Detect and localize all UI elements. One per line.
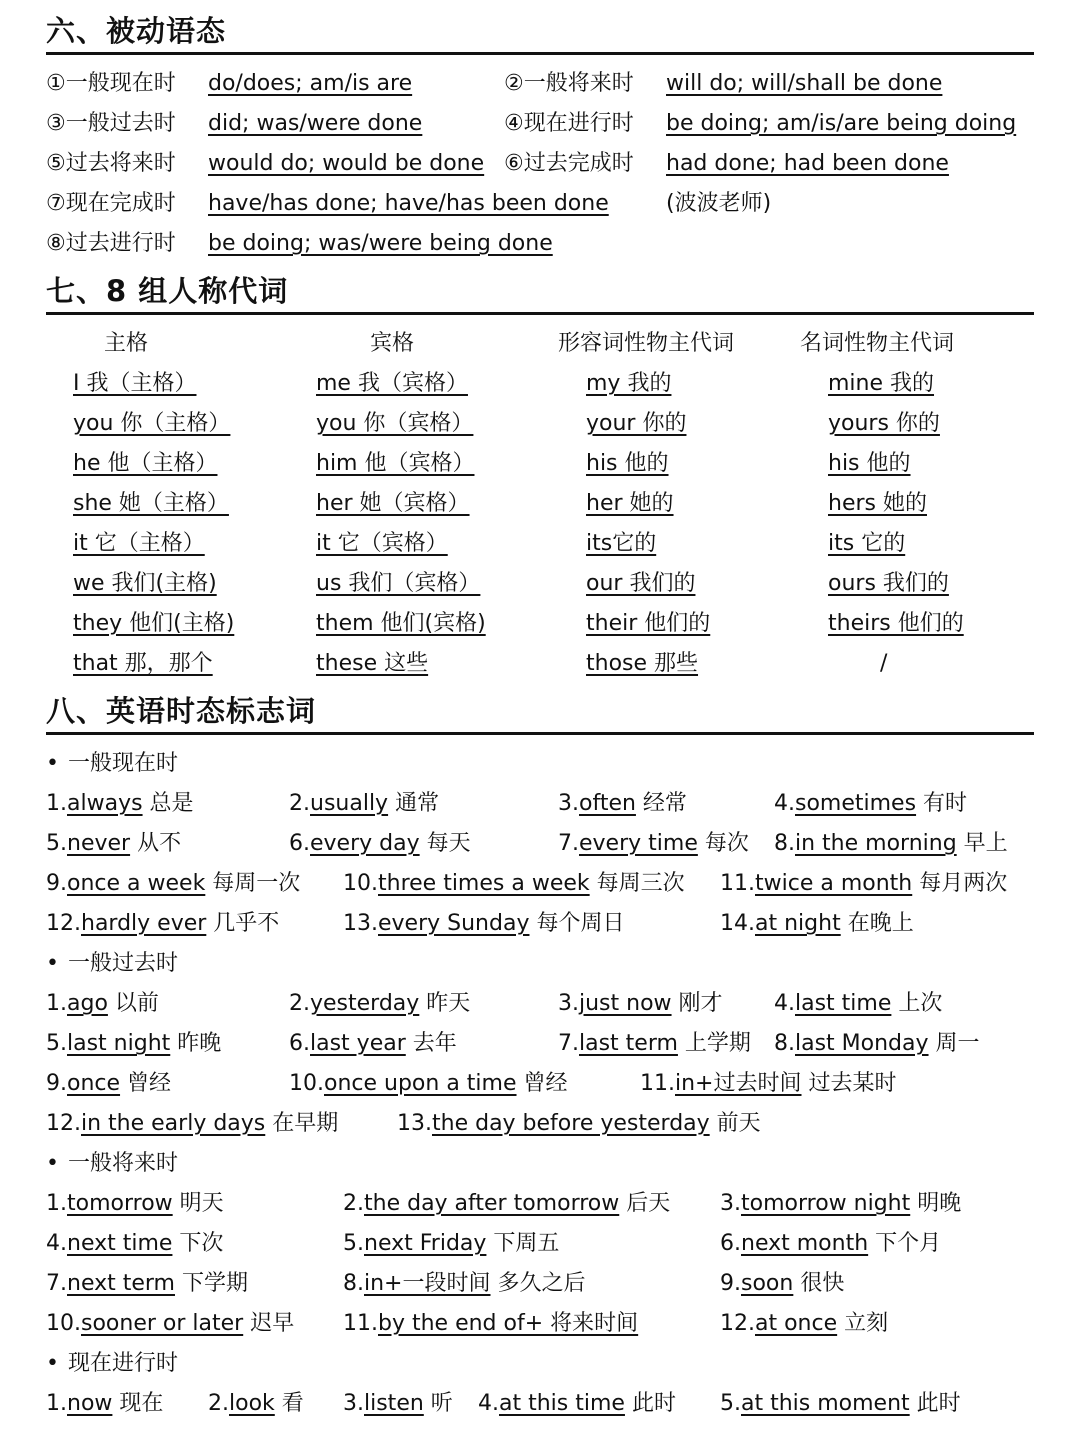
object-pronoun: him 他（宾格） xyxy=(316,451,475,476)
marker-item: 6.last year 去年 xyxy=(289,1031,457,1056)
marker-row xyxy=(0,1064,1080,1104)
marker-item: 9.once a week 每周一次 xyxy=(46,871,301,896)
marker-item: 12.at once 立刻 xyxy=(720,1311,889,1336)
s6-form: would do; would be done xyxy=(208,151,485,176)
marker-item: 12.in the early days 在早期 xyxy=(46,1111,339,1136)
noun-possessive: hers 她的 xyxy=(828,491,927,516)
tense-group-header xyxy=(0,744,1080,784)
marker-row xyxy=(0,1184,1080,1224)
subject-pronoun: it 它（主格） xyxy=(73,531,205,556)
object-pronoun: us 我们（宾格） xyxy=(316,571,481,596)
demonstrative: those 那些 xyxy=(586,651,699,676)
s6-row xyxy=(0,144,1080,184)
marker-row xyxy=(0,1304,1080,1344)
adj-possessive: his 他的 xyxy=(586,451,669,476)
subject-pronoun: we 我们(主格) xyxy=(73,571,217,596)
bullet-icon: • xyxy=(46,751,59,776)
s6-row xyxy=(0,64,1080,104)
noun-possessive: his 他的 xyxy=(828,451,911,476)
marker-item: 6.every day 每天 xyxy=(289,831,471,856)
adj-possessive: my 我的 xyxy=(586,371,672,396)
marker-item: 2.the day after tomorrow 后天 xyxy=(343,1191,671,1216)
adj-possessive: our 我们的 xyxy=(586,571,696,596)
s6-form: be doing; was/were being done xyxy=(208,231,553,256)
adj-possessive: her 她的 xyxy=(586,491,674,516)
noun-possessive: mine 我的 xyxy=(828,371,935,396)
demonstrative: that 那，那个 xyxy=(73,651,213,676)
section7-title: 七、8 组人称代词 xyxy=(46,272,1034,315)
marker-item: 9.soon 很快 xyxy=(720,1271,845,1296)
marker-item: 7.last term 上学期 xyxy=(558,1031,751,1056)
header-subject: 主格 xyxy=(104,331,149,356)
marker-item: 7.every time 每次 xyxy=(558,831,749,856)
marker-row xyxy=(0,784,1080,824)
marker-item: 10.once upon a time 曾经 xyxy=(289,1071,568,1096)
marker-item: 14.at night 在晚上 xyxy=(720,911,914,936)
marker-item: 7.next term 下学期 xyxy=(46,1271,248,1296)
tense-group-name: 现在进行时 xyxy=(68,1351,179,1376)
marker-item: 13.every Sunday 每个周日 xyxy=(343,911,625,936)
pronoun-row xyxy=(0,364,1080,404)
marker-item: 8.last Monday 周一 xyxy=(774,1031,980,1056)
object-pronoun: them 他们(宾格) xyxy=(316,611,486,636)
section6-title: 六、被动语态 xyxy=(46,12,1034,55)
marker-item: 4.sometimes 有时 xyxy=(774,791,968,816)
marker-item: 9.once 曾经 xyxy=(46,1071,172,1096)
marker-item: 5.last night 昨晚 xyxy=(46,1031,222,1056)
marker-item: 11.twice a month 每月两次 xyxy=(720,871,1008,896)
pronoun-row xyxy=(0,604,1080,644)
tense-group-name: 一般将来时 xyxy=(68,1151,179,1176)
marker-row xyxy=(0,1104,1080,1144)
marker-row xyxy=(0,1264,1080,1304)
noun-possessive: yours 你的 xyxy=(828,411,940,436)
s6-form: do/does; am/is are xyxy=(208,71,413,96)
marker-item: 12.hardly ever 几乎不 xyxy=(46,911,280,936)
tense-group-header xyxy=(0,944,1080,984)
section8-title: 八、英语时态标志词 xyxy=(46,692,1034,735)
marker-row xyxy=(0,904,1080,944)
marker-item: 1.tomorrow 明天 xyxy=(46,1191,224,1216)
s6-tense: ⑧过去进行时 xyxy=(46,231,176,256)
marker-item: 1.now 现在 xyxy=(46,1391,164,1416)
demonstrative: these 这些 xyxy=(316,651,429,676)
pronoun-row xyxy=(0,484,1080,524)
s6-form: have/has done; have/has been done xyxy=(208,191,609,216)
subject-pronoun: you 你（主格） xyxy=(73,411,231,436)
s6-row xyxy=(0,104,1080,144)
marker-item: 4.last time 上次 xyxy=(774,991,943,1016)
pronoun-row xyxy=(0,524,1080,564)
marker-item: 8.in the morning 早上 xyxy=(774,831,1008,856)
noun-possessive: its 它的 xyxy=(828,531,906,556)
marker-item: 1.ago 以前 xyxy=(46,991,159,1016)
marker-item: 3.listen 听 xyxy=(343,1391,453,1416)
header-object: 宾格 xyxy=(370,331,415,356)
bullet-icon: • xyxy=(46,1151,59,1176)
subject-pronoun: he 他（主格） xyxy=(73,451,218,476)
s6-tense: ④现在进行时 xyxy=(504,111,634,136)
object-pronoun: me 我（宾格） xyxy=(316,371,468,396)
bullet-icon: • xyxy=(46,1351,59,1376)
marker-item: 4.at this time 此时 xyxy=(478,1391,676,1416)
header-adj-possessive: 形容词性物主代词 xyxy=(558,331,735,356)
marker-item: 3.tomorrow night 明晚 xyxy=(720,1191,962,1216)
marker-item: 2.usually 通常 xyxy=(289,791,440,816)
subject-pronoun: she 她（主格） xyxy=(73,491,229,516)
adj-possessive: their 他们的 xyxy=(586,611,711,636)
bullet-icon: • xyxy=(46,951,59,976)
empty-slash: / xyxy=(880,651,888,676)
pronoun-row xyxy=(0,564,1080,604)
marker-row xyxy=(0,1224,1080,1264)
marker-row xyxy=(0,864,1080,904)
marker-item: 10.sooner or later 迟早 xyxy=(46,1311,295,1336)
pronoun-row xyxy=(0,404,1080,444)
s6-form: had done; had been done xyxy=(666,151,949,176)
marker-item: 1.always 总是 xyxy=(46,791,194,816)
marker-row xyxy=(0,1024,1080,1064)
noun-possessive: theirs 他们的 xyxy=(828,611,964,636)
marker-item: 2.yesterday 昨天 xyxy=(289,991,471,1016)
marker-row xyxy=(0,824,1080,864)
marker-item: 11.by the end of+ 将来时间 xyxy=(343,1311,639,1336)
object-pronoun: you 你（宾格） xyxy=(316,411,474,436)
pronoun-header-row xyxy=(0,324,1080,364)
s6-tense: ②一般将来时 xyxy=(504,71,634,96)
marker-row xyxy=(0,1384,1080,1424)
marker-item: 2.look 看 xyxy=(208,1391,304,1416)
marker-item: 8.in+一段时间 多久之后 xyxy=(343,1271,586,1296)
adj-possessive: its它的 xyxy=(586,531,657,556)
tense-group-name: 一般现在时 xyxy=(68,751,179,776)
object-pronoun: her 她（宾格） xyxy=(316,491,470,516)
adj-possessive: your 你的 xyxy=(586,411,687,436)
marker-item: 5.at this moment 此时 xyxy=(720,1391,961,1416)
marker-item: 4.next time 下次 xyxy=(46,1231,224,1256)
author-note: (波波老师) xyxy=(666,191,772,216)
subject-pronoun: they 他们(主格) xyxy=(73,611,235,636)
marker-item: 3.often 经常 xyxy=(558,791,687,816)
subject-pronoun: I 我（主格） xyxy=(73,371,197,396)
marker-item: 3.just now 刚才 xyxy=(558,991,723,1016)
pronoun-row xyxy=(0,644,1080,684)
s6-tense: ⑤过去将来时 xyxy=(46,151,176,176)
marker-item: 5.never 从不 xyxy=(46,831,182,856)
s6-tense: ⑦现在完成时 xyxy=(46,191,176,216)
s6-form: will do; will/shall be done xyxy=(666,71,943,96)
s6-form: did; was/were done xyxy=(208,111,423,136)
noun-possessive: ours 我们的 xyxy=(828,571,949,596)
marker-item: 13.the day before yesterday 前天 xyxy=(397,1111,761,1136)
s6-tense: ⑥过去完成时 xyxy=(504,151,634,176)
s6-row xyxy=(0,184,1080,224)
marker-item: 6.next month 下个月 xyxy=(720,1231,942,1256)
s6-row xyxy=(0,224,1080,264)
marker-item: 11.in+过去时间 过去某时 xyxy=(640,1071,897,1096)
s6-form: be doing; am/is/are being doing xyxy=(666,111,1017,136)
marker-item: 10.three times a week 每周三次 xyxy=(343,871,685,896)
s6-tense: ③一般过去时 xyxy=(46,111,176,136)
tense-group-name: 一般过去时 xyxy=(68,951,179,976)
s6-tense: ①一般现在时 xyxy=(46,71,176,96)
tense-group-header xyxy=(0,1344,1080,1384)
marker-row xyxy=(0,984,1080,1024)
object-pronoun: it 它（宾格） xyxy=(316,531,448,556)
header-noun-possessive: 名词性物主代词 xyxy=(800,331,955,356)
pronoun-row xyxy=(0,444,1080,484)
marker-item: 5.next Friday 下周五 xyxy=(343,1231,560,1256)
tense-group-header xyxy=(0,1144,1080,1184)
